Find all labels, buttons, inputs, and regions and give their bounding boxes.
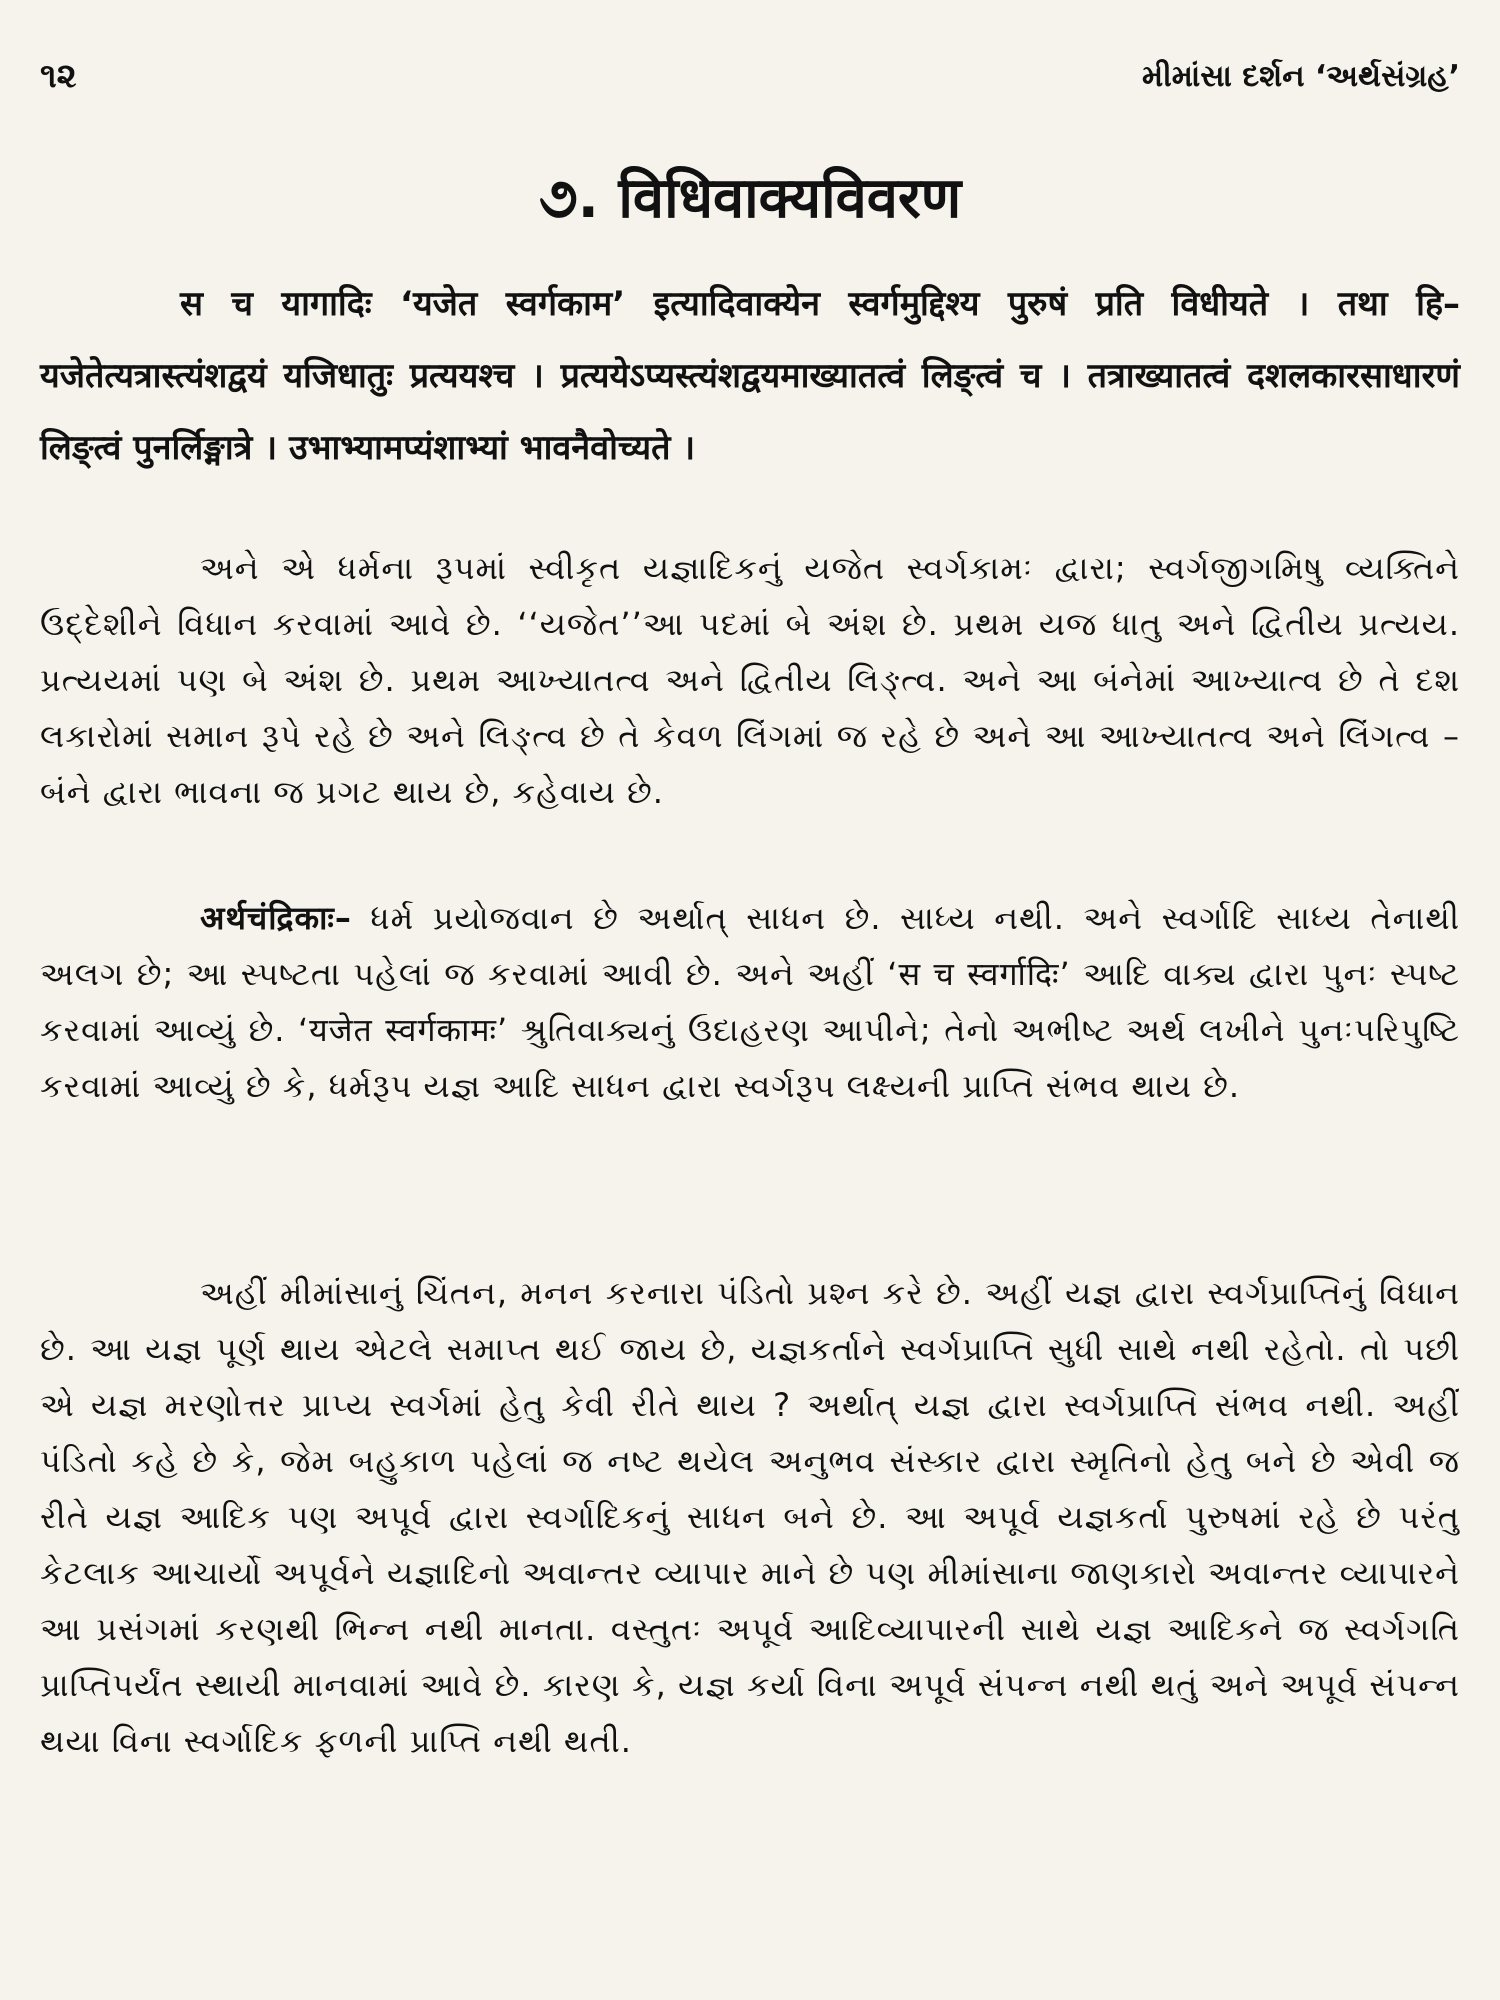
- chapter-title: ૭. विधिवाक्यविवरण: [538, 166, 962, 231]
- sanskrit-verse: स च यागादिः ‘यजेत स्वर्गकाम’ इत्यादिवाक्येन स्वर्गमुद्दिश्य पुरुषं प्रति विधीयते । तथा हि–यजेतेत्यत्रास्त्यंशद्वयं यजिधातुः प्रत्ययश्च । प्रत्ययेऽप्यस्त्यंशद्वयमाख्यातत्वं लिङ्त्वं च । तत्राख्यातत्वं दशलकारसाधारणं लिङ्त्वं पुनर्लिङ्मात्रे । उभाभ्यामप्यंशाभ्यां भावनैवोच्यते ।: [40, 284, 1460, 468]
- paragraph-2: [40, 890, 1460, 1114]
- page-header: [40, 56, 1460, 96]
- paragraph-1: અને એ ધર્મના રૂપમાં સ્વીકૃત યજ્ઞાદિકનું યજેત સ્વર્ગકામઃ દ્વારા; સ્વર્ગજીગમિષુ વ્યક્તિને ઉદ્દેશીને વિધાન કરવામાં આવે છે. ‘‘યજેત’’આ પદમાં બે અંશ છે. પ્રથમ યજ ધાતુ અને દ્વિતીય પ્રત્યય. પ્રત્યયમાં પણ બે અંશ છે. પ્રથમ આખ્યાતત્વ અને દ્વિતીય લિઙ્ત્વ. અને આ બંનેમાં આખ્યાત્વ છે તે દશ લકારોમાં સમાન રૂપે રહે છે અને લિઙ્ત્વ છે તે કેવળ લિંગમાં જ રહે છે અને આ આખ્યાતત્વ અને લિંગત્વ – બંને દ્વારા ભાવના જ પ્રગટ થાય છે, કહેવાય છે.: [40, 549, 1460, 811]
- paragraph-2-text: ધર્મ પ્રયોજવાન છે અર્થાત્ સાધન છે. સાધ્ય નથી. અને સ્વર્ગાદિ સાધ્ય તેનાથી અલગ છે; આ સ્પષ્ટતા પહેલાં જ કરવામાં આવી છે. અને અહીં ‘स च स्वर्गादिः’ આદિ વાક્ય દ્વારા પુનઃ સ્પષ્ટ કરવામાં આવ્યું છે. ‘यजेत स्वर्गकामः’ શ્રુતિવાક્યનું ઉદાહરણ આપીને; તેનો અભીષ્ટ અર્થ લખીને પુનઃપરિપુષ્ટિ કરવામાં આવ્યું છે કે, ધર્મરૂપ યજ્ઞ આદિ સાધન દ્વારા સ્વર્ગરૂપ લક્ષ્યની પ્રાપ્તિ સંભવ થાય છે.: [40, 899, 1460, 1105]
- page-number: ૧૨: [40, 56, 77, 96]
- arthachandrika-label: अर्थचंद्रिकाः–: [200, 899, 352, 937]
- paragraph-3: અહીં મીમાંસાનું ચિંતન, મનન કરનારા પંડિતો પ્રશ્ન કરે છે. અહીં યજ્ઞ દ્વારા સ્વર્ગપ્રાપ્તિનું વિધાન છે. આ યજ્ઞ પૂર્ણ થાય એટલે સમાપ્ત થઈ જાય છે, યજ્ઞકર્તાને સ્વર્ગપ્રાપ્તિ સુધી સાથે નથી રહેતો. તો પછી એ યજ્ઞ મરણોત્તર પ્રાપ્ય સ્વર્ગમાં હેતુ કેવી રીતે થાય ? અર્થાત્ યજ્ઞ દ્વારા સ્વર્ગપ્રાપ્તિ સંભવ નથી. અહીં પંડિતો કહે છે કે, જેમ બહુકાળ પહેલાં જ નષ્ટ થયેલ અનુભવ સંસ્કાર દ્વારા સ્મૃતિનો હેતુ બને છે એવી જ રીતે યજ્ઞ આદિક પણ અપૂર્વ દ્વારા સ્વર્ગાદિકનું સાધન બને છે. આ અપૂર્વ યજ્ઞકર્તા પુરુષમાં રહે છે પરંતુ કેટલાક આચાર્યો અપૂર્વને યજ્ઞાદિનો અવાન્તર વ્યાપાર માને છે પણ મીમાંસાના જાણકારો અવાન્તર વ્યાપારને આ પ્રસંગમાં કરણથી ભિન્ન નથી માનતા. વસ્તુતઃ અપૂર્વ આદિવ્યાપારની સાથે યજ્ઞ આદિકને જ સ્વર્ગગતિ પ્રાપ્તિપર્યંત સ્થાયી માનવામાં આવે છે. કારણ કે, યજ્ઞ કર્યા વિના અપૂર્વ સંપન્ન નથી થતું અને અપૂર્વ સંપન્ન થયા વિના સ્વર્ગાદિક ફળની પ્રાપ્તિ નથી થતી.: [40, 1274, 1460, 1760]
- running-title: મીમાંસા દર્શન ‘અર્થસંગ્રહ’: [1141, 58, 1460, 94]
